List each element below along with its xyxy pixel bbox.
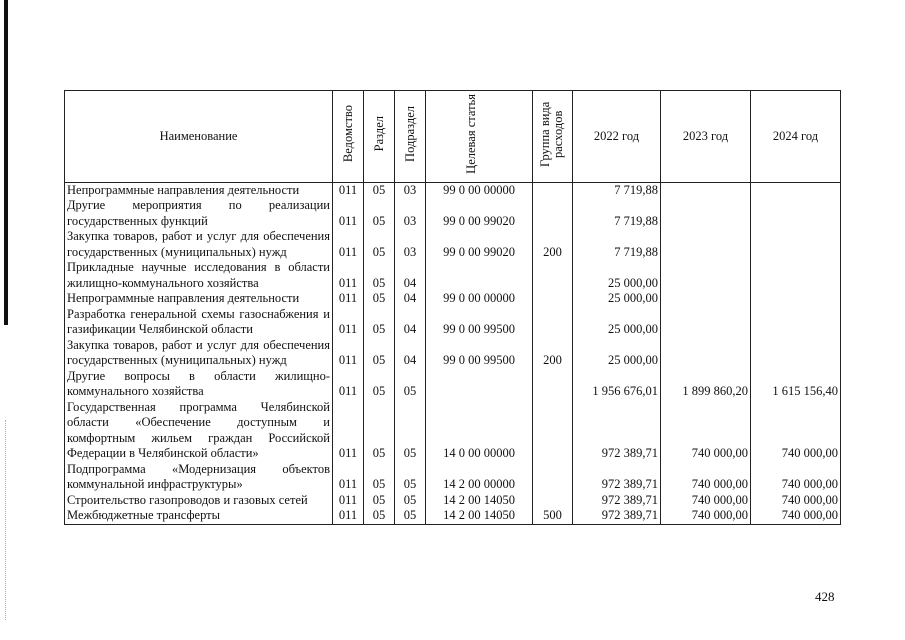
- row-name: Непрограммные направления деятельности: [65, 182, 333, 198]
- header-2022: 2022 год: [573, 91, 661, 183]
- row-dept: 011: [333, 260, 364, 291]
- row-2023: [661, 198, 751, 229]
- row-name: Непрограммные направления деятельности: [65, 291, 333, 307]
- row-target: 99 0 00 99500: [426, 307, 533, 338]
- row-section: 05: [364, 508, 395, 524]
- row-2023: 1 899 860,20: [661, 369, 751, 400]
- row-2022: 25 000,00: [573, 260, 661, 291]
- row-target: 99 0 00 99500: [426, 338, 533, 369]
- row-group: 500: [533, 508, 573, 524]
- row-target: 14 2 00 00000: [426, 462, 533, 493]
- table-row: [65, 198, 841, 229]
- table-row: [65, 508, 841, 524]
- header-2024: 2024 год: [751, 91, 841, 183]
- row-dept: 011: [333, 229, 364, 260]
- row-dept: 011: [333, 198, 364, 229]
- row-section: 05: [364, 229, 395, 260]
- row-2024: [751, 291, 841, 307]
- header-dept: Ведомство: [333, 91, 364, 183]
- row-2023: 740 000,00: [661, 400, 751, 462]
- row-2024: 740 000,00: [751, 462, 841, 493]
- row-subsection: 05: [395, 462, 426, 493]
- row-2024: 740 000,00: [751, 493, 841, 509]
- row-target: 99 0 00 99020: [426, 229, 533, 260]
- row-2022: 25 000,00: [573, 291, 661, 307]
- row-2022: 972 389,71: [573, 400, 661, 462]
- table-row: [65, 493, 841, 509]
- header-name: Наименование: [65, 91, 333, 183]
- row-dept: 011: [333, 493, 364, 509]
- row-dept: 011: [333, 508, 364, 524]
- row-group: 200: [533, 229, 573, 260]
- table-header-row: [65, 91, 841, 183]
- header-subsection: Подраздел: [395, 91, 426, 183]
- row-section: 05: [364, 291, 395, 307]
- row-dept: 011: [333, 182, 364, 198]
- header-target: Целевая статья: [426, 91, 533, 183]
- row-name: Подпрограмма «Модернизация объектов коммунальной инфраструктуры»: [65, 462, 333, 493]
- row-section: 05: [364, 307, 395, 338]
- row-2023: [661, 338, 751, 369]
- row-section: 05: [364, 182, 395, 198]
- row-target: [426, 369, 533, 400]
- row-name: Другие вопросы в области жилищно-коммунального хозяйства: [65, 369, 333, 400]
- row-name: Прикладные научные исследования в области жилищно-коммунального хозяйства: [65, 260, 333, 291]
- header-section: Раздел: [364, 91, 395, 183]
- row-target: 14 0 00 00000: [426, 400, 533, 462]
- row-name: Межбюджетные трансферты: [65, 508, 333, 524]
- row-dept: 011: [333, 462, 364, 493]
- row-2023: 740 000,00: [661, 508, 751, 524]
- row-section: 05: [364, 369, 395, 400]
- margin-dotted-line: [5, 420, 7, 620]
- row-group: [533, 307, 573, 338]
- row-subsection: 05: [395, 493, 426, 509]
- header-2023: 2023 год: [661, 91, 751, 183]
- row-group: [533, 291, 573, 307]
- row-2024: 1 615 156,40: [751, 369, 841, 400]
- row-target: 14 2 00 14050: [426, 493, 533, 509]
- row-target: 99 0 00 00000: [426, 182, 533, 198]
- row-name: Государственная программа Челябинской области «Обеспечение доступным и комфортным жильем граждан Российской Федерации в Челябинской области»: [65, 400, 333, 462]
- row-2023: 740 000,00: [661, 462, 751, 493]
- row-name: Закупка товаров, работ и услуг для обеспечения государственных (муниципальных) нужд: [65, 229, 333, 260]
- header-exp-group: Группа вида расходов: [533, 91, 573, 183]
- table-row: [65, 291, 841, 307]
- row-group: [533, 493, 573, 509]
- row-2024: [751, 182, 841, 198]
- row-2024: [751, 260, 841, 291]
- row-2022: 7 719,88: [573, 182, 661, 198]
- row-target: 14 2 00 14050: [426, 508, 533, 524]
- table-row: [65, 338, 841, 369]
- row-2024: [751, 338, 841, 369]
- row-section: 05: [364, 400, 395, 462]
- row-2023: [661, 291, 751, 307]
- table-row: [65, 182, 841, 198]
- row-2022: 7 719,88: [573, 229, 661, 260]
- row-subsection: 03: [395, 198, 426, 229]
- row-2022: 25 000,00: [573, 307, 661, 338]
- row-target: [426, 260, 533, 291]
- row-name: Разработка генеральной схемы газоснабжения и газификации Челябинской области: [65, 307, 333, 338]
- row-target: 99 0 00 00000: [426, 291, 533, 307]
- row-2024: [751, 198, 841, 229]
- row-2024: [751, 229, 841, 260]
- row-dept: 011: [333, 307, 364, 338]
- row-2024: 740 000,00: [751, 400, 841, 462]
- row-subsection: 04: [395, 338, 426, 369]
- page-number: 428: [815, 589, 835, 604]
- row-section: 05: [364, 338, 395, 369]
- budget-table: [64, 90, 841, 525]
- table-row: [65, 400, 841, 462]
- row-name: Закупка товаров, работ и услуг для обеспечения государственных (муниципальных) нужд: [65, 338, 333, 369]
- row-section: 05: [364, 260, 395, 291]
- row-2022: 25 000,00: [573, 338, 661, 369]
- row-subsection: 05: [395, 400, 426, 462]
- row-2022: 1 956 676,01: [573, 369, 661, 400]
- table-row: [65, 307, 841, 338]
- row-group: [533, 182, 573, 198]
- table-row: [65, 260, 841, 291]
- row-2022: 972 389,71: [573, 462, 661, 493]
- row-section: 05: [364, 493, 395, 509]
- row-subsection: 05: [395, 369, 426, 400]
- row-subsection: 05: [395, 508, 426, 524]
- row-dept: 011: [333, 369, 364, 400]
- row-subsection: 03: [395, 229, 426, 260]
- table-row: [65, 462, 841, 493]
- row-dept: 011: [333, 291, 364, 307]
- row-group: [533, 260, 573, 291]
- row-target: 99 0 00 99020: [426, 198, 533, 229]
- row-subsection: 04: [395, 260, 426, 291]
- row-group: [533, 198, 573, 229]
- row-2022: 7 719,88: [573, 198, 661, 229]
- row-dept: 011: [333, 400, 364, 462]
- row-subsection: 03: [395, 182, 426, 198]
- row-group: 200: [533, 338, 573, 369]
- row-2022: 972 389,71: [573, 493, 661, 509]
- table-row: [65, 369, 841, 400]
- row-2024: 740 000,00: [751, 508, 841, 524]
- row-name: Строительство газопроводов и газовых сетей: [65, 493, 333, 509]
- row-group: [533, 400, 573, 462]
- row-2023: [661, 182, 751, 198]
- table-row: [65, 229, 841, 260]
- row-group: [533, 369, 573, 400]
- row-name: Другие мероприятия по реализации государственных функций: [65, 198, 333, 229]
- binding-edge-bar: [4, 0, 8, 325]
- row-dept: 011: [333, 338, 364, 369]
- row-2024: [751, 307, 841, 338]
- row-section: 05: [364, 198, 395, 229]
- row-group: [533, 462, 573, 493]
- row-2023: 740 000,00: [661, 493, 751, 509]
- row-subsection: 04: [395, 307, 426, 338]
- row-2023: [661, 260, 751, 291]
- row-section: 05: [364, 462, 395, 493]
- row-2022: 972 389,71: [573, 508, 661, 524]
- row-2023: [661, 229, 751, 260]
- row-subsection: 04: [395, 291, 426, 307]
- row-2023: [661, 307, 751, 338]
